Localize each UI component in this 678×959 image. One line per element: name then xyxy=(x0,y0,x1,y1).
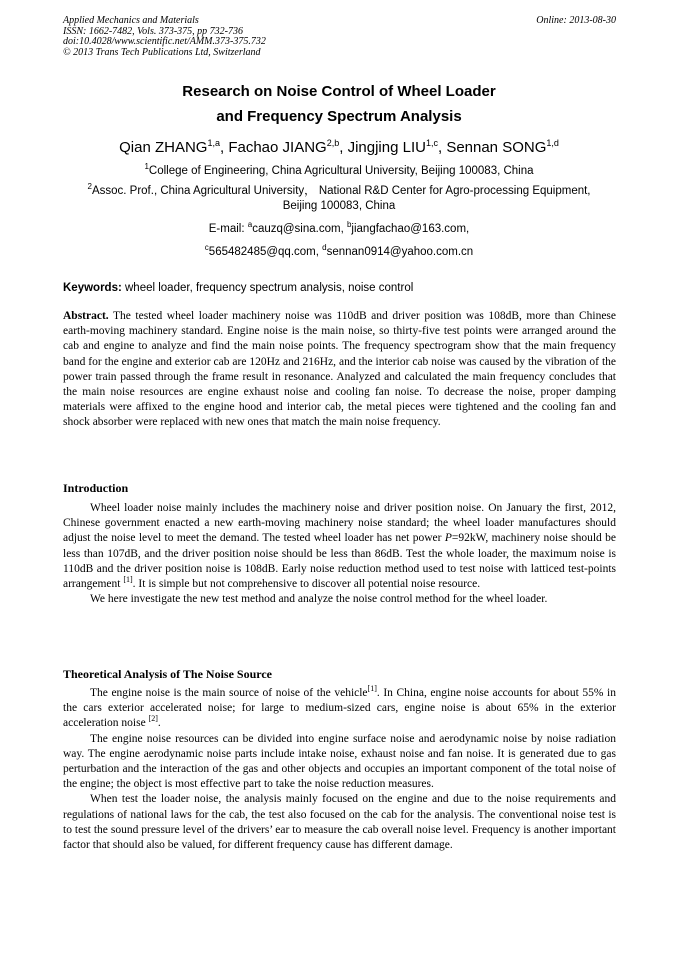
paragraph: When test the loader noise, the analysis mainly focused on the engine and due to the noise requirements and regulations of national laws for the cab, the test also focused on the cab for the analysis. The conventional noise test is to test the sound pressure level of the drivers’ ear to measure the cab overall noise level. Frequency is another important factor that should also be valued, for different frequency cause has different damage. xyxy=(63,793,616,852)
affiliation-text-continued: Beijing 100083, China xyxy=(282,200,396,212)
affiliation-2 xyxy=(62,184,616,214)
paper-title-line-1: Research on Noise Control of Wheel Loader xyxy=(182,83,496,100)
journal-info xyxy=(63,16,616,58)
section-heading-introduction: Introduction xyxy=(63,481,129,495)
author-name: Fachao JIANG xyxy=(228,139,327,156)
author-affiliation-mark: 1,a xyxy=(207,138,220,148)
email-address[interactable]: 565482485@qq.com, xyxy=(208,246,323,258)
author-name: Jingjing LIU xyxy=(347,139,426,156)
affiliation-mark: 1 xyxy=(144,162,149,171)
theory-body xyxy=(63,686,616,853)
email-mark: c xyxy=(204,243,209,252)
citation[interactable]: [1] xyxy=(367,684,377,693)
introduction-body xyxy=(63,501,616,607)
author-affiliation-mark: 1,c xyxy=(425,138,438,148)
paragraph-text: =92kW, machinery noise should be less than 107dB, and the driver position noise should be less than 86dB. Test the whole loader, the maximum noise is 110dB and the driver position noise is 108dB. Early noise reduction method used to test noise with latticed test-points arrangement xyxy=(63,532,616,591)
affiliation-1 xyxy=(0,164,678,179)
paper-title-line-2: and Frequency Spectrum Analysis xyxy=(216,108,462,125)
author-separator: , xyxy=(437,139,447,156)
author-separator: , xyxy=(219,139,229,156)
paragraph-text: . It is simple but not comprehensive to discover all potential noise resource. xyxy=(132,578,481,591)
online-date: Online: 2013-08-30 xyxy=(536,15,616,26)
paragraph: The engine noise resources can be divided into engine surface noise and aerodynamic noise by noise radiation way. The engine aerodynamic noise parts include intake noise, exhaust noise and fan noise. It is generated due to gas perturbation and the interaction of the gas and other objects and occupies an important component of the total noise of the engine; the object is most effective part to take the noise reduction measures. xyxy=(63,732,616,791)
author-name: Sennan SONG xyxy=(446,139,547,156)
keywords-label: Keywords: xyxy=(63,282,122,294)
paragraph xyxy=(63,501,616,592)
author-separator: , xyxy=(339,139,348,156)
citation[interactable]: [1] xyxy=(123,575,133,585)
email-label: E-mail: xyxy=(208,223,248,235)
citation[interactable]: [2] xyxy=(148,714,158,724)
journal-copyright: © 2013 Trans Tech Publications Ltd, Switzerland xyxy=(63,46,261,58)
email-line-1 xyxy=(0,222,678,237)
journal-doi[interactable]: doi:10.4028/www.scientific.net/AMM.373-375.732 xyxy=(63,36,266,47)
section-heading-theory: Theoretical Analysis of The Noise Source xyxy=(63,667,273,681)
abstract-text: The tested wheel loader machinery noise was 110dB and driver position was 108dB, more than Chinese earth-moving machinery standard. Engine noise is the main noise, so thirty-five test points were arranged around the cab and engine to analyze and find the main noise points. The frequency spectrogram show that the main frequency band for the engine and exterior cab are 120Hz and 216Hz, and the interior cab noise was caused by the vibration of the power train passed through the frame result in resonance. Analyzed and calculated the main frequency concludes that the main noise resources are engine exhaust noise and cooling fan noise. To decrease the noise, proper damping materials were affixed to the engine hood and interior cab, the metal pieces were tightened and the cooling fan and shock absorber were replaced with new ones that match the main noise frequency. xyxy=(63,310,616,429)
email-mark: b xyxy=(346,220,352,229)
keywords xyxy=(63,281,616,296)
paragraph-text: . In China, engine noise accounts for about 55% in the cars exterior accelerated noise; for large to medium-sized cars, engine noise is about 65% in the exterior acceleration noise xyxy=(63,687,616,730)
email-line-2 xyxy=(0,245,678,260)
journal-header xyxy=(63,16,616,58)
author-affiliation-mark: 2,b xyxy=(326,138,340,148)
author-list xyxy=(0,138,678,158)
paragraph xyxy=(63,686,616,732)
email-address[interactable]: cauzq@sina.com, xyxy=(252,223,347,235)
affiliation-mark: 2 xyxy=(87,182,92,191)
paragraph-text: The engine noise is the main source of noise of the vehicle xyxy=(90,687,368,699)
author-name: Qian ZHANG xyxy=(119,139,208,156)
keywords-text: wheel loader, frequency spectrum analysis, noise control xyxy=(121,282,414,294)
abstract xyxy=(63,309,616,431)
email-mark: d xyxy=(322,243,327,252)
variable-symbol: P xyxy=(444,532,452,545)
affiliation-text: Assoc. Prof., China Agricultural University， National R&D Center for Agro-processing Equipment, xyxy=(91,185,591,197)
journal-name: Applied Mechanics and Materials xyxy=(63,15,199,26)
paragraph-text: Wheel loader noise mainly includes the machinery noise and driver position noise. On January the first, 2012, Chinese government enacted a new earth-moving machinery noise standard; the wheel loader manufactures should adjust the noise level to meet the demand. The tested wheel loader has net power xyxy=(63,502,616,545)
abstract-label: Abstract. xyxy=(63,310,109,322)
email-address[interactable]: jiangfachao@163.com, xyxy=(351,223,470,235)
affiliation-text: College of Engineering, China Agricultural University, Beijing 100083, China xyxy=(148,165,534,177)
email-address[interactable]: sennan0914@yahoo.com.cn xyxy=(326,246,474,258)
journal-issn: ISSN: 1662-7482, Vols. 373-375, pp 732-736 xyxy=(63,25,243,37)
email-mark: a xyxy=(247,220,253,229)
author-affiliation-mark: 1,d xyxy=(546,138,559,148)
paragraph-text: . xyxy=(157,717,161,730)
paragraph: We here investigate the new test method and analyze the noise control method for the wheel loader. xyxy=(90,593,548,606)
